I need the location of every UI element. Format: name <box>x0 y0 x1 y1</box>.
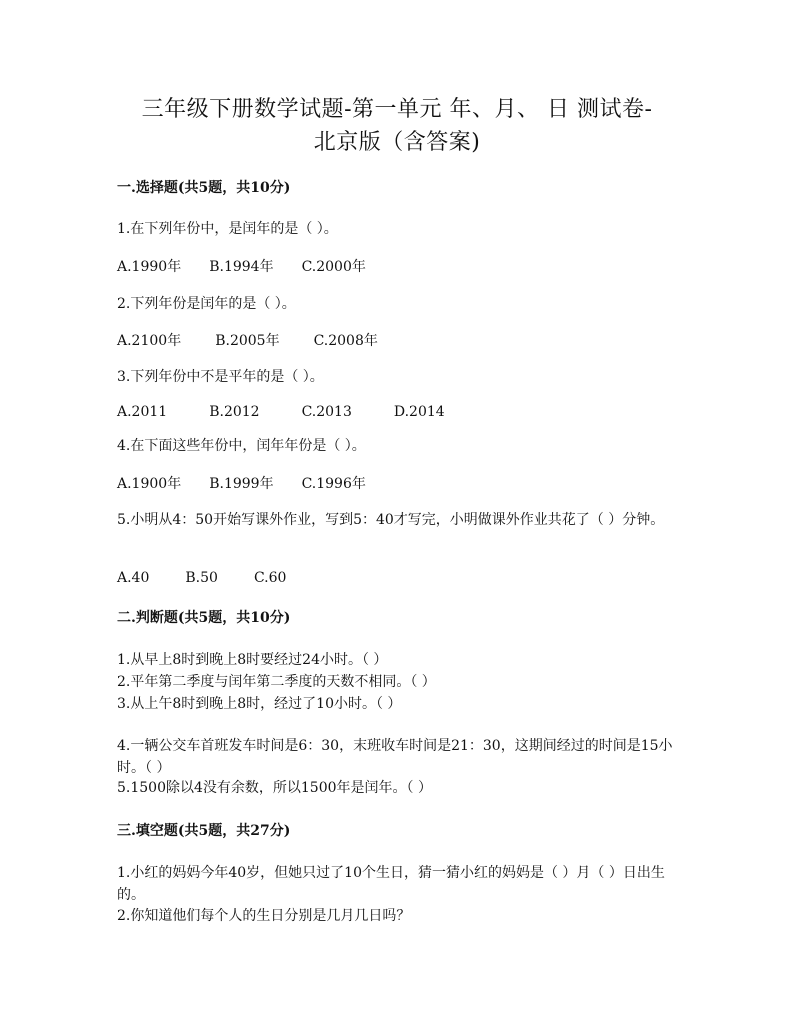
option-a: A.2100年 <box>117 333 182 349</box>
s1-question-1: 1.在下列年份中，是闰年的是（ ）。 <box>117 221 338 237</box>
s1-question-5: 5.小明从4：50开始写课外作业，写到5：40才写完，小明做课外作业共花了（ ）分钟。 <box>117 512 665 528</box>
s1-question-1-options <box>117 257 394 277</box>
option-b: B.2012 <box>209 404 260 420</box>
option-a: A.1900年 <box>117 476 182 492</box>
option-a: A.2011 <box>117 404 168 420</box>
s2-question-3: 3.从上午8时到晚上8时，经过了10小时。（ ） <box>117 696 402 712</box>
section-3-heading: 三.填空题(共5题，共27分) <box>117 823 291 839</box>
option-c: C.2008年 <box>313 333 378 349</box>
s3-question-1: 1.小红的妈妈今年40岁，但她只过了10个生日，猜一猜小红的妈妈是（ ）月（ ）日出生的。 <box>117 865 665 903</box>
option-b: B.1999年 <box>209 476 274 492</box>
s1-question-3-options <box>117 402 473 422</box>
s2-question-1: 1.从早上8时到晚上8时要经过24小时。（ ） <box>117 652 388 668</box>
option-c: C.60 <box>253 570 287 586</box>
option-d: D.2014 <box>393 404 445 420</box>
section-2-heading: 二.判断题(共5题，共10分) <box>117 610 291 626</box>
s2-question-4: 4.一辆公交车首班发车时间是6：30，末班收车时间是21：30，这期间经过的时间是15小时。（ ） <box>117 738 673 776</box>
option-c: C.1996年 <box>301 476 366 492</box>
document-title-line-1: 三年级下册数学试题-第一单元 年、月、 日 测试卷- <box>141 97 653 122</box>
s2-question-5: 5.1500除以4没有余数，所以1500年是闰年。（ ） <box>117 780 432 796</box>
s3-question-2: 2.你知道他们每个人的生日分别是几月几日吗？ <box>117 908 411 924</box>
section-1-heading: 一.选择题(共5题，共10分) <box>117 180 291 196</box>
option-c: C.2000年 <box>301 259 366 275</box>
s2-question-2: 2.平年第二季度与闰年第二季度的天数不相同。（ ） <box>117 674 436 690</box>
s1-question-5-options <box>117 568 314 588</box>
option-a: A.40 <box>117 570 150 586</box>
option-a: A.1990年 <box>117 259 182 275</box>
option-b: B.1994年 <box>209 259 274 275</box>
s1-question-3: 3.下列年份中不是平年的是（ ）。 <box>117 369 324 385</box>
option-b: B.2005年 <box>215 333 280 349</box>
s1-question-4: 4.在下面这些年份中，闰年年份是（ ）。 <box>117 438 366 454</box>
s1-question-2-options <box>117 331 406 351</box>
s1-question-2: 2.下列年份是闰年的是（ ）。 <box>117 296 296 312</box>
s1-question-4-options <box>117 474 394 494</box>
option-c: C.2013 <box>301 404 352 420</box>
document-title-line-2: 北京版（含答案) <box>313 130 481 155</box>
option-b: B.50 <box>185 570 218 586</box>
